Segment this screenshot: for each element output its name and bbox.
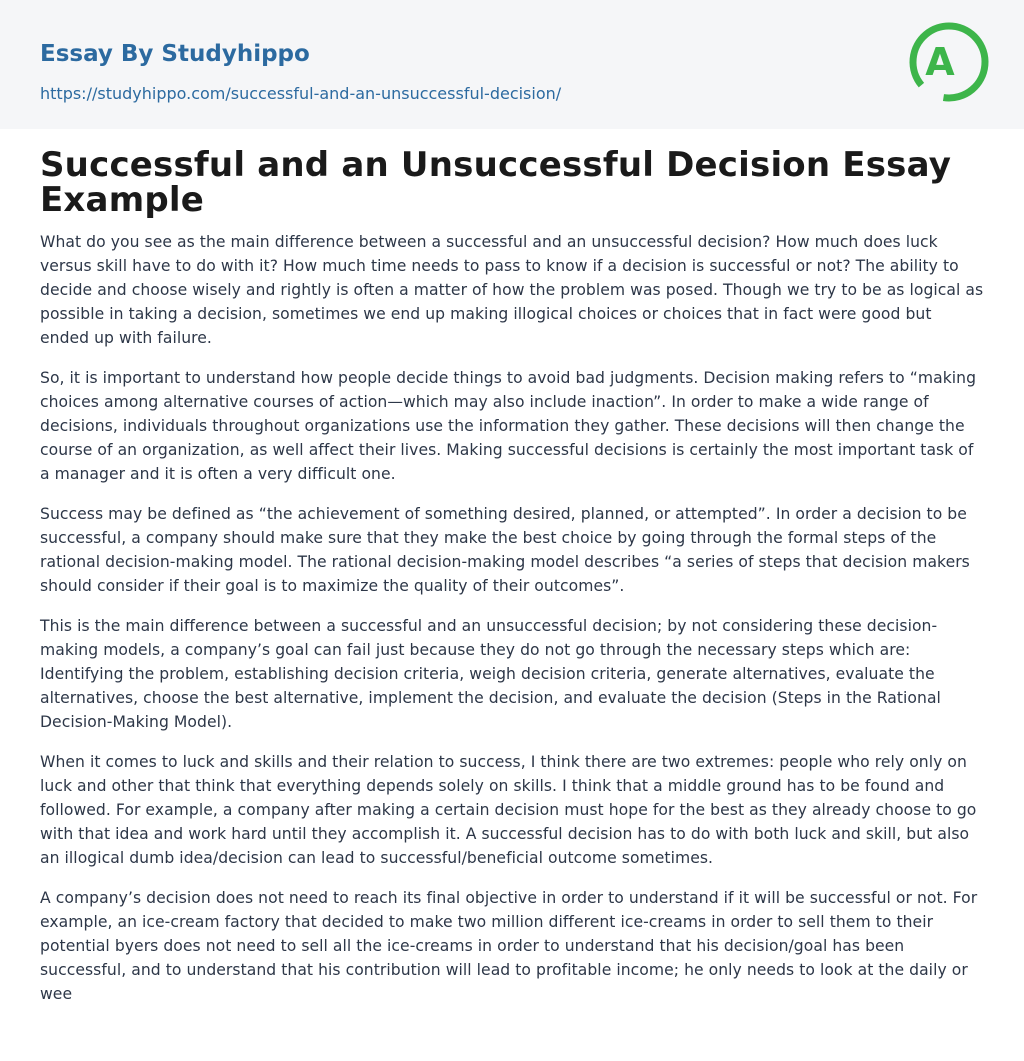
article-paragraph: A company’s decision does not need to reach its final objective in order to understand if it will be successful or not. For example, an ice-cream factory that decided to make two million different ice-creams in order to sell them to their potential byers does not need to sell all the ice-creams in order to understand that his decision/goal has been successful, and to understand that his contribution will lead to profitable income; he only needs to look at the daily or wee [40,889,978,1003]
article-paragraph: This is the main difference between a successful and an unsuccessful decision; by not considering these decision-making models, a company’s goal can fail just because they do not go through the necessary steps which are: Identifying the problem, establishing decision criteria, weigh decision criteria, generate alternatives, evaluate the alternatives, choose the best alternative, implement the decision, and evaluate the decision (Steps in the Rational Decision-Making Model). [40,617,941,731]
site-header [0,0,1024,129]
studyhippo-logo-icon[interactable] [904,19,990,105]
article-title: Successful and an Unsuccessful Decision Essay Example [40,145,952,220]
article-paragraph: So, it is important to understand how people decide things to avoid bad judgments. Decision making refers to “making choices among alternative courses of action—which may also include inaction”. In order to make a wide range of decisions, individuals throughout organizations use the information they gather. These decisions will then change the course of an organization, as well affect their lives. Making successful decisions is certainly the most important task of a manager and it is often a very difficult one. [40,369,977,483]
article [0,145,1024,1006]
logo-letter: A [925,40,955,84]
article-paragraph: When it comes to luck and skills and their relation to success, I think there are two extremes: people who rely only on luck and other that think that everything depends solely on skills. I think that a middle ground has to be found and followed. For example, a company after making a certain decision must hope for the best as they already choose to go with that idea and work hard until they accomplish it. A successful decision has to do with both luck and skill, but also an illogical dumb idea/decision can lead to successful/beneficial outcome sometimes. [40,753,977,867]
article-paragraph: Success may be defined as “the achievement of something desired, planned, or attempted”. In order a decision to be successful, a company should make sure that they make the best choice by going through the formal steps of the rational decision-making model. The rational decision-making model describes “a series of steps that decision makers should consider if their goal is to maximize the quality of their outcomes”. [40,505,970,595]
page-url-link[interactable]: https://studyhippo.com/successful-and-an-unsuccessful-decision/ [40,84,562,103]
brand-link[interactable]: Essay By Studyhippo [40,41,310,67]
article-paragraph: What do you see as the main difference between a successful and an unsuccessful decision? How much does luck versus skill have to do with it? How much time needs to pass to know if a decision is successful or not? The ability to decide and choose wisely and rightly is often a matter of how the problem was posed. Though we try to be as logical as possible in taking a decision, sometimes we end up making illogical choices or choices that in fact were good but ended up with failure. [40,233,984,347]
